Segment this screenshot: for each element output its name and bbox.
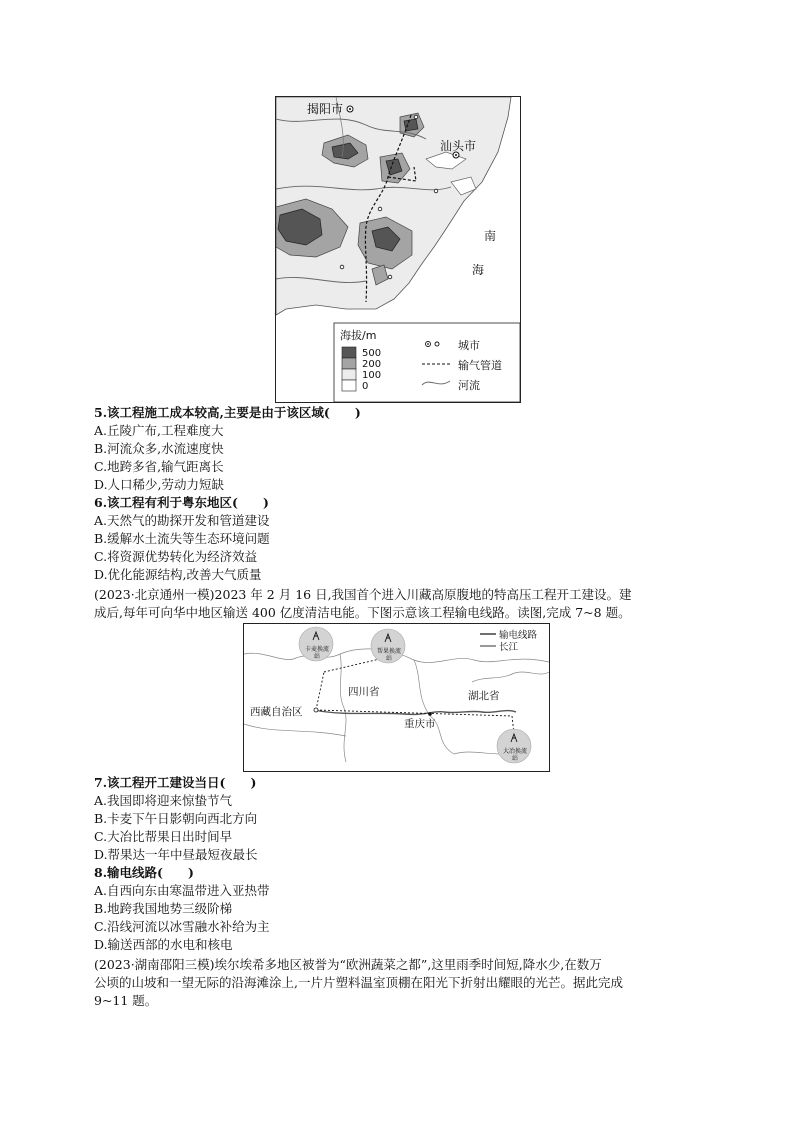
province-border bbox=[340, 654, 346, 762]
question-7-option-a: A.我国即将迎来惊蛰节气 bbox=[94, 793, 233, 808]
question-8-stem: 8.输电线路( ) bbox=[94, 865, 194, 880]
legend-elevation-title: 海拔/m bbox=[340, 329, 377, 342]
passage-3-line-2: 公顷的山坡和一望无际的沿海滩涂上,一片片塑料温室顶棚在阳光下折射出耀眼的光芒。据此完成 bbox=[94, 975, 623, 990]
legend-river: 河流 bbox=[458, 379, 480, 392]
elevation-500-patch bbox=[404, 119, 418, 131]
question-7-option-c: C.大冶比帮果日出时间早 bbox=[94, 829, 233, 844]
city-label-jieyang: 揭阳市 bbox=[307, 102, 344, 116]
question-5-option-c: C.地跨多省,输气距离长 bbox=[94, 459, 224, 474]
province-border bbox=[472, 672, 549, 682]
label-hubei: 湖北省 bbox=[468, 690, 500, 702]
question-7-stem: 7.该工程开工建设当日( ) bbox=[94, 775, 257, 790]
city-label-shantou: 汕头市 bbox=[440, 139, 477, 153]
label-station-kamai: 卡麦换流站 bbox=[304, 646, 329, 660]
transmission-line-map bbox=[243, 623, 550, 772]
endpoint-dot bbox=[314, 708, 318, 712]
sea-label-char1: 南 bbox=[484, 229, 497, 243]
question-8-option-c: C.沿线河流以冰雪融水补给为主 bbox=[94, 919, 270, 934]
question-8-option-d: D.输送西部的水电和核电 bbox=[94, 937, 233, 952]
sea-label-char2: 海 bbox=[472, 263, 485, 277]
legend-level-100: 100 bbox=[362, 370, 382, 381]
question-6-option-d: D.优化能源结构,改善大气质量 bbox=[94, 567, 262, 582]
question-5-option-d: D.人口稀少,劳动力短缺 bbox=[94, 477, 225, 492]
town-marker bbox=[388, 275, 392, 279]
label-chongqing: 重庆市 bbox=[404, 718, 436, 730]
town-marker bbox=[414, 115, 418, 119]
legend-pipeline: 输气管道 bbox=[458, 359, 502, 372]
question-6-option-a: A.天然气的勘探开发和管道建设 bbox=[94, 513, 270, 528]
town-marker bbox=[340, 265, 344, 269]
legend-level-0: 0 bbox=[362, 381, 369, 392]
passage-3-line-1: (2023·湖南邵阳三模)埃尔埃希多地区被誉为“欧洲蔬菜之都”,这里雨季时间短,降水少,在数万 bbox=[94, 957, 602, 972]
question-6-option-b: B.缓解水土流失等生态环境问题 bbox=[94, 531, 270, 546]
town-marker bbox=[434, 189, 438, 193]
question-5-option-b: B.河流众多,水流速度快 bbox=[94, 441, 224, 456]
province-border bbox=[244, 724, 346, 736]
legend-city: 城市 bbox=[458, 339, 480, 352]
legend-transmission-line: 输电线路 bbox=[499, 630, 538, 641]
legend-yangtze: 长江 bbox=[499, 642, 519, 653]
province-border bbox=[414, 660, 430, 716]
passage-3-line-3: 9~11 题。 bbox=[94, 993, 158, 1008]
passage-2-line-1: (2023·北京通州一模)2023 年 2 月 16 日,我国首个进入川藏高原腹地的特高压工程开工建设。建 bbox=[94, 587, 632, 602]
transmission-line bbox=[324, 658, 384, 672]
question-6-option-c: C.将资源优势转化为经济效益 bbox=[94, 549, 258, 564]
town-marker bbox=[378, 207, 382, 211]
question-8-option-b: B.地跨我国地势三级阶梯 bbox=[94, 901, 233, 916]
label-xizang: 西藏自治区 bbox=[250, 706, 303, 718]
question-7-option-d: D.帮果达一年中昼最短夜最长 bbox=[94, 847, 258, 862]
question-8-option-a: A.自西向东由寒温带进入亚热带 bbox=[94, 883, 270, 898]
label-station-daye: 大冶换流站 bbox=[502, 748, 527, 762]
question-5-option-a: A.丘陵广布,工程难度大 bbox=[94, 423, 224, 438]
label-sichuan: 四川省 bbox=[348, 686, 380, 698]
legend-level-500: 500 bbox=[362, 348, 382, 359]
question-5-stem: 5.该工程施工成本较高,主要是由于该区域( ) bbox=[94, 405, 361, 420]
elevation-pipeline-map bbox=[275, 96, 521, 403]
question-6-stem: 6.该工程有利于粤东地区( ) bbox=[94, 495, 269, 510]
transmission-line bbox=[316, 672, 324, 710]
legend-level-200: 200 bbox=[362, 359, 382, 370]
label-station-bangguo: 帮果换流站 bbox=[376, 648, 401, 662]
question-7-option-b: B.卡麦下午日影朝向西北方向 bbox=[94, 811, 258, 826]
passage-2-line-2: 成后,每年可向华中地区输送 400 亿度清洁电能。下图示意该工程输电线路。读图,完成 7~8 题。 bbox=[94, 605, 631, 620]
